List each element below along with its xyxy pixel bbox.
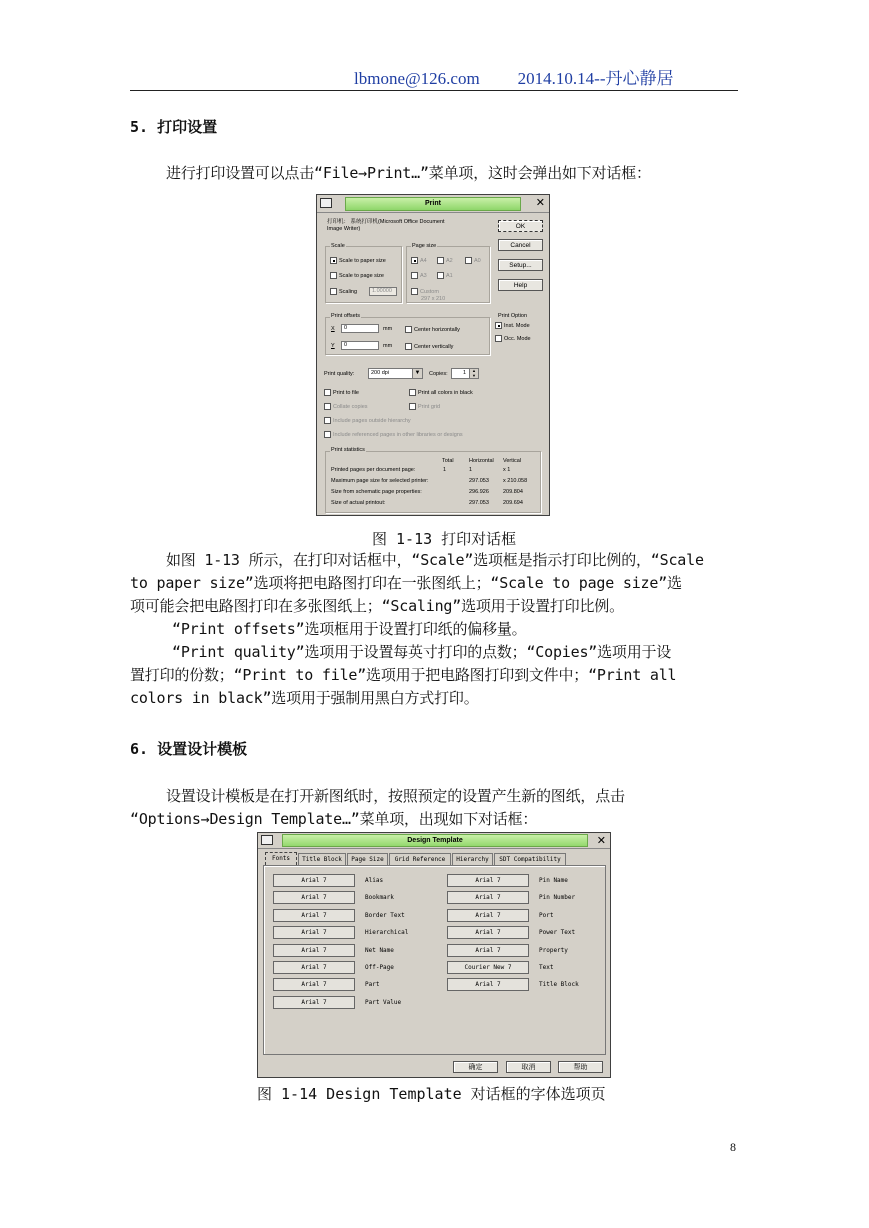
print-to-file-checkbox[interactable] — [324, 389, 359, 397]
include-hierarchy-checkbox[interactable] — [324, 417, 411, 425]
x-offset-input[interactable]: 0 — [341, 324, 379, 333]
stats-row-horizontal: 297.053 — [469, 500, 489, 506]
font-item-label: Pin Number — [539, 894, 576, 902]
design-template-dialog — [257, 832, 611, 1078]
occ-mode-label: Occ. Mode — [504, 335, 531, 342]
font-item-label: Power Text — [539, 929, 576, 937]
font-button[interactable]: Arial 7 — [273, 926, 355, 939]
arrow-down-icon[interactable]: ▼ — [472, 372, 476, 378]
a4-label: A4 — [420, 257, 427, 264]
stats-row-label: Printed pages per document page: — [331, 467, 416, 473]
font-button[interactable]: Arial 7 — [273, 891, 355, 904]
scale-to-paper-radio[interactable] — [330, 257, 386, 265]
custom-label: Custom — [420, 288, 439, 295]
y-offset-input[interactable]: 0 — [341, 341, 379, 350]
center-vertically-label: Center vertically — [414, 343, 454, 350]
a1-label: A1 — [446, 272, 453, 279]
font-button[interactable]: Arial 7 — [447, 891, 529, 904]
setup-button[interactable]: Setup... — [498, 259, 543, 271]
scaling-label: Scaling — [339, 288, 358, 295]
print-option-label: Print Option — [498, 313, 528, 319]
s5-p1-line2: to paper size”选项将把电路图打印在一张图纸上；“Scale to page size”选 — [130, 574, 682, 592]
font-button[interactable]: Arial 7 — [273, 909, 355, 922]
stats-row-vertical: 209.804 — [503, 489, 523, 495]
help-button[interactable]: 帮助 — [558, 1061, 603, 1073]
font-button[interactable]: Arial 7 — [447, 926, 529, 939]
center-vertically-checkbox[interactable] — [405, 343, 453, 351]
font-item-label: Border Text — [365, 911, 405, 919]
x-mm-label: mm — [383, 326, 393, 332]
chevron-down-icon: ▼ — [412, 369, 422, 378]
print-black-label: Print all colors in black — [418, 389, 473, 396]
print-offsets-label: Print offsets — [331, 313, 360, 319]
font-button[interactable]: Arial 7 — [447, 944, 529, 957]
print-quality-label: Print quality: — [324, 371, 355, 377]
collate-checkbox[interactable] — [324, 403, 368, 411]
font-button[interactable]: Arial 7 — [273, 944, 355, 957]
section-6-intro-1: 设置设计模板是在打开新图纸时，按照预定的设置产生新的图纸，点击 — [166, 787, 625, 805]
a3-label: A3 — [420, 272, 427, 279]
print-statistics-label: Print statistics — [331, 447, 365, 453]
s5-p3-line2: 置打印的份数；“Print to file”选项用于把电路图打印到文件中；“Print all — [130, 666, 677, 684]
ok-button[interactable]: 确定 — [453, 1061, 498, 1073]
window-icon — [261, 835, 273, 845]
font-item-label: Hierarchical — [365, 929, 409, 937]
collate-label: Collate copies — [333, 403, 368, 410]
close-icon[interactable]: ✕ — [596, 835, 606, 847]
stats-row-label: Size from schematic page properties: — [331, 489, 422, 495]
s5-p2: “Print offsets”选项框用于设置打印纸的偏移量。 — [172, 620, 527, 638]
scale-to-page-radio[interactable] — [330, 272, 384, 280]
font-button[interactable]: Arial 7 — [273, 961, 355, 974]
font-item-label: Title Block — [539, 981, 579, 989]
font-item-label: Off-Page — [365, 964, 394, 971]
stats-vertical-header: Vertical — [503, 458, 522, 464]
stats-total-header: Total — [442, 458, 454, 464]
page-size-label: Page size — [412, 243, 437, 249]
page-custom-radio[interactable] — [411, 288, 439, 296]
ok-button[interactable]: OK — [498, 220, 543, 232]
arrow-up-icon[interactable]: ▲ — [472, 368, 476, 373]
close-icon[interactable]: ✕ — [535, 197, 545, 209]
font-item-label: Pin Name — [539, 877, 568, 884]
design-dialog-title: Design Template — [282, 834, 588, 847]
header-date: 2014.10.14--丹心静居 — [517, 69, 674, 88]
stats-row-horizontal: 297.053 — [469, 478, 489, 484]
page-number: 8 — [730, 1140, 736, 1154]
stats-row-vertical: 209.694 — [503, 500, 523, 506]
font-button[interactable]: Arial 7 — [447, 874, 529, 887]
font-button[interactable]: Arial 7 — [273, 996, 355, 1009]
stats-horizontal-header: Horizontal — [469, 458, 494, 464]
s5-p1-line1: 如图 1-13 所示，在打印对话框中，“Scale”选项框是指示打印比例的，“Scale — [166, 551, 704, 569]
design-dialog-titlebar — [258, 833, 610, 849]
print-grid-checkbox[interactable] — [409, 403, 440, 411]
tab-grid-reference[interactable]: Grid Reference — [389, 853, 451, 865]
center-horizontally-checkbox[interactable] — [405, 326, 460, 334]
stats-row-vertical: x 1 — [503, 467, 511, 473]
include-referenced-checkbox[interactable] — [324, 431, 463, 439]
page-a3-radio[interactable] — [411, 272, 427, 280]
scale-to-paper-label: Scale to paper size — [339, 257, 386, 264]
tab-fonts[interactable]: Fonts — [265, 852, 297, 865]
font-button[interactable]: Arial 7 — [273, 978, 355, 991]
header-email: lbmone@126.com — [354, 69, 480, 88]
page-header — [354, 64, 674, 89]
scale-to-page-label: Scale to page size — [339, 272, 384, 279]
s5-p3-line3: colors in black”选项用于强制用黑白方式打印。 — [130, 689, 479, 707]
font-item-label: Property — [539, 946, 568, 954]
occ-mode-radio[interactable] — [495, 335, 531, 343]
scale-group-label: Scale — [331, 243, 345, 249]
section-5-intro: 进行打印设置可以点击“File→Print…”菜单项，这时会弹出如下对话框： — [166, 164, 651, 182]
print-quality-select[interactable] — [368, 368, 423, 379]
printer-line-2: Image Writer) — [327, 226, 361, 232]
window-icon — [320, 198, 332, 208]
stats-row-vertical: x 210.058 — [503, 478, 528, 484]
section-5-heading: 5. 打印设置 — [130, 118, 218, 136]
a2-label: A2 — [446, 257, 453, 264]
page-a4-radio[interactable] — [411, 257, 427, 265]
font-button[interactable]: Arial 7 — [447, 909, 529, 922]
cancel-button[interactable]: 取消 — [506, 1061, 551, 1073]
y-offset-label: Y — [331, 343, 335, 349]
figure-1-13-caption: 图 1-13 打印对话框 — [372, 530, 517, 548]
stats-row-horizontal: 1 — [469, 467, 473, 473]
custom-size-text: 297 x 210 — [421, 296, 446, 302]
printer-line-1: 打印机： 系统打印机(Microsoft Office Document — [327, 219, 445, 225]
help-button[interactable]: Help — [498, 279, 543, 291]
scaling-radio[interactable] — [330, 288, 357, 296]
tab-title-block[interactable]: Title Block — [298, 853, 346, 865]
stats-row-total: 1 — [443, 467, 447, 473]
copies-label: Copies: — [429, 371, 448, 377]
print-dialog — [316, 194, 550, 516]
stats-row-horizontal: 296.926 — [469, 489, 489, 495]
print-to-file-label: Print to file — [333, 389, 359, 396]
figure-1-14-caption: 图 1-14 Design Template 对话框的字体选项页 — [257, 1085, 606, 1103]
tab-page-size[interactable]: Page Size — [347, 853, 388, 865]
font-item-label: Alias — [365, 877, 384, 884]
print-black-checkbox[interactable] — [409, 389, 473, 397]
page-a2-radio[interactable] — [437, 257, 453, 265]
tab-sdt-compatibility[interactable]: SDT Compatibility — [494, 853, 566, 865]
font-item-label: Port — [539, 911, 554, 919]
print-quality-value: 200 dpi — [371, 370, 390, 376]
font-button[interactable]: Arial 7 — [447, 978, 529, 991]
y-mm-label: mm — [383, 343, 393, 349]
inst-mode-label: Inst. Mode — [504, 322, 530, 329]
print-dialog-titlebar — [317, 195, 549, 213]
cancel-button[interactable]: Cancel — [498, 239, 543, 251]
font-button[interactable]: Courier New 7 — [447, 961, 529, 974]
font-item-label: Bookmark — [365, 894, 394, 902]
include-hierarchy-label: Include pages outside hierarchy — [333, 417, 411, 424]
print-grid-label: Print grid — [418, 403, 441, 410]
copies-spinner[interactable] — [469, 368, 479, 379]
scaling-input[interactable]: 1.00000 — [369, 287, 397, 296]
print-dialog-title: Print — [345, 197, 521, 211]
font-item-label: Text — [539, 964, 554, 971]
section-6-intro-2: “Options→Design Template…”菜单项，出现如下对话框： — [130, 810, 538, 828]
font-item-label: Part — [365, 981, 380, 989]
font-item-label: Part Value — [365, 998, 402, 1006]
copies-input[interactable]: 1 — [451, 368, 479, 379]
center-horizontally-label: Center horizontally — [414, 326, 460, 333]
section-6-heading: 6. 设置设计模板 — [130, 740, 248, 758]
font-item-label: Net Name — [365, 946, 394, 954]
page-a1-radio[interactable] — [437, 272, 453, 280]
x-offset-label: X — [331, 326, 335, 332]
inst-mode-radio[interactable] — [495, 322, 530, 330]
header-rule — [130, 90, 738, 91]
stats-row-label: Size of actual printout: — [331, 500, 386, 506]
tab-hierarchy[interactable]: Hierarchy — [452, 853, 493, 865]
s5-p3-line1: “Print quality”选项用于设置每英寸打印的点数；“Copies”选项用于设 — [172, 643, 672, 661]
page-a0-radio[interactable] — [465, 257, 481, 265]
a0-label: A0 — [474, 257, 481, 264]
stats-row-label: Maximum page size for selected printer: — [331, 478, 429, 484]
include-referenced-label: Include referenced pages in other libraries or designs — [333, 431, 463, 438]
s5-p1-line3: 项可能会把电路图打印在多张图纸上；“Scaling”选项用于设置打印比例。 — [130, 597, 624, 615]
font-button[interactable]: Arial 7 — [273, 874, 355, 887]
